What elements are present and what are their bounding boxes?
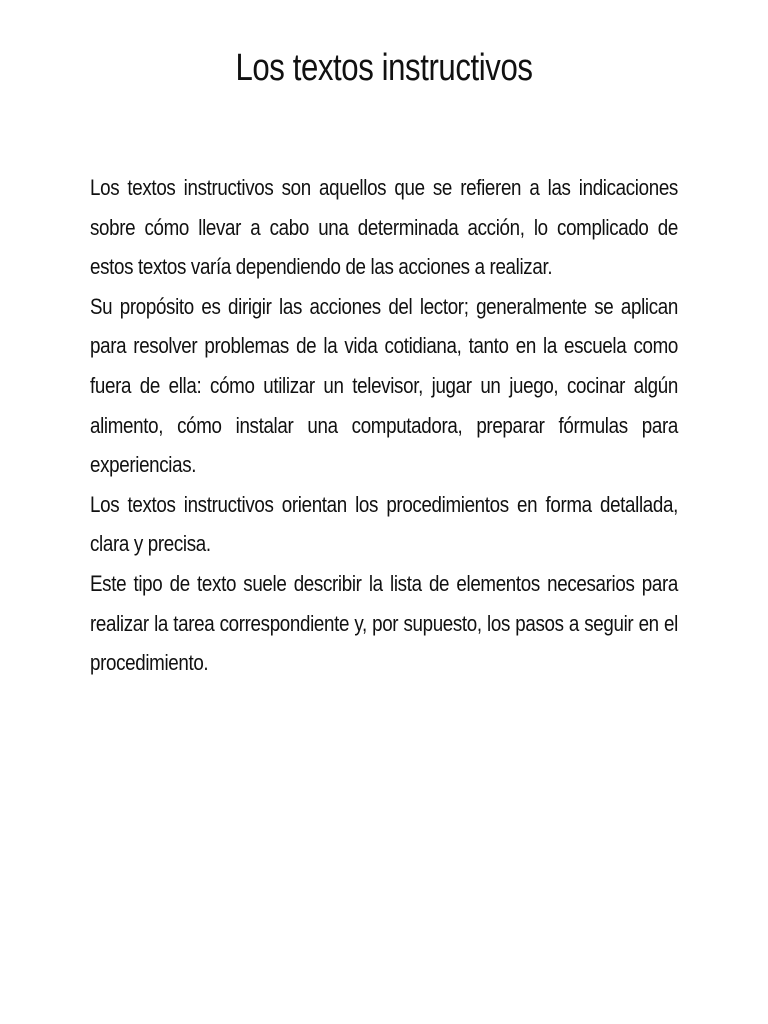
page-title: Los textos instructivos — [235, 47, 533, 89]
paragraph-orientation: Los textos instructivos orientan los procedimientos en forma detallada, clara y precisa. — [90, 491, 678, 557]
paragraph-purpose: Su propósito es dirigir las acciones del lector; generalmente se aplican para resolver problemas de la vida cotidiana, tanto en la escuela como fuera de ella: cómo utilizar un televisor, jugar un juego, cocinar algún alimento, cómo instalar una computadora, preparar fórmulas para experiencias. — [90, 293, 678, 478]
paragraph-elements: Este tipo de texto suele describir la lista de elementos necesarios para realizar la tarea correspondiente y, por supuesto, los pasos a seguir en el procedimiento. — [90, 570, 678, 676]
paragraph-definition: Los textos instructivos son aquellos que se refieren a las indicaciones sobre cómo llevar a cabo una determinada acción, lo complicado de estos textos varía dependiendo de las acciones a realizar. — [90, 175, 678, 280]
document-body — [90, 168, 678, 683]
text-column — [90, 168, 678, 683]
